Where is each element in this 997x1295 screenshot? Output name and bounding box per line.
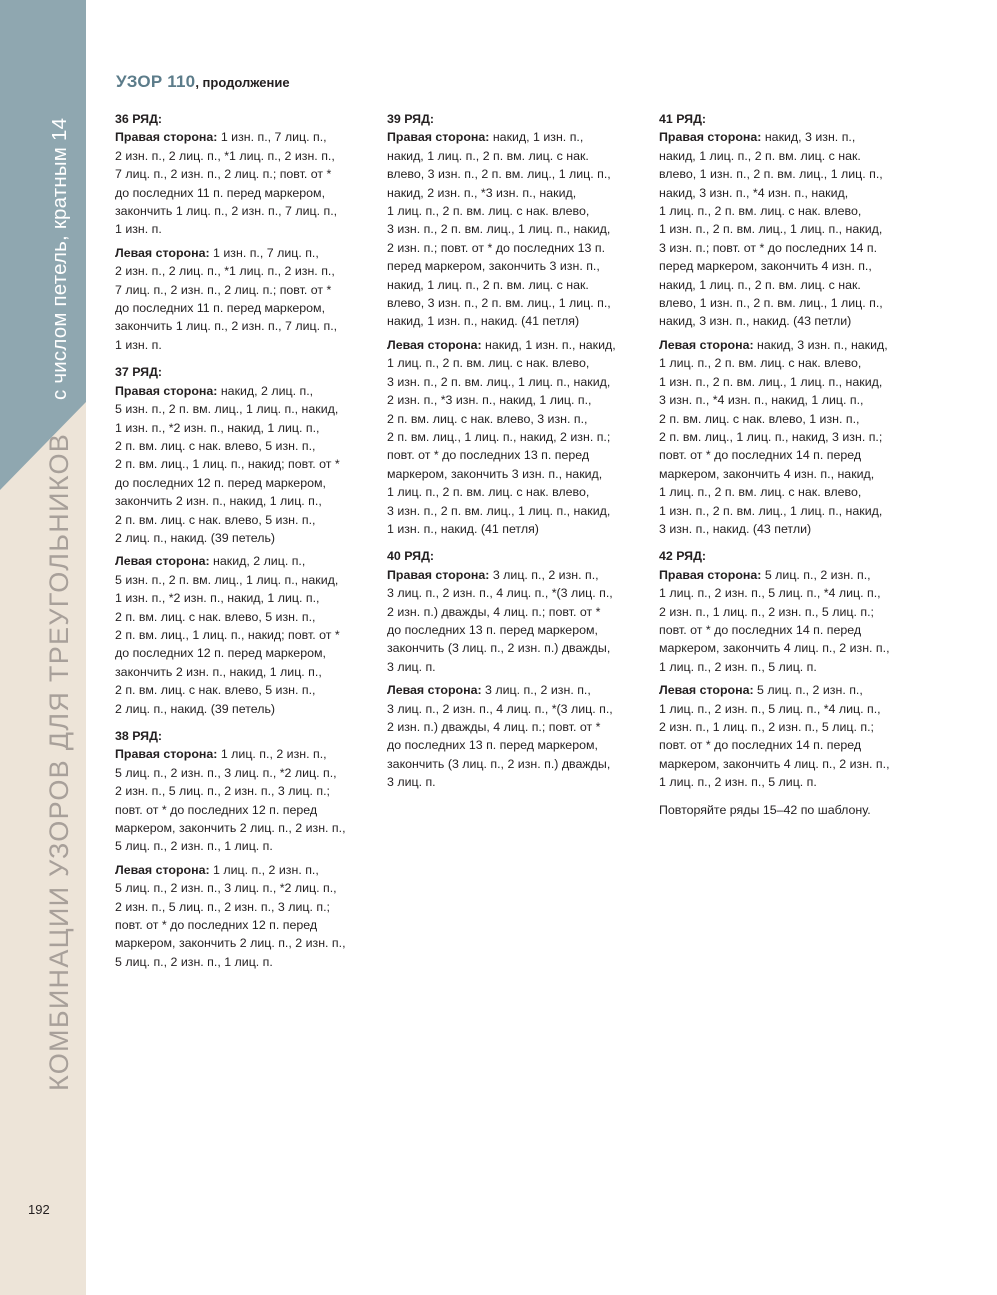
instruction-line xyxy=(115,382,377,400)
instruction-line: 2 изн. п., 1 лиц. п., 2 изн. п., 5 лиц. п.; xyxy=(659,604,874,619)
instruction-line: 1 лиц. п., 2 изн. п., 5 лиц. п., *4 лиц. п., xyxy=(659,586,881,601)
right-side-instruction xyxy=(387,566,649,676)
instruction-text: накид, 1 изн. п., накид, xyxy=(481,337,616,352)
instruction-text: 5 лиц. п., 2 изн. п., xyxy=(761,567,871,582)
side-label: Левая сторона: xyxy=(115,862,210,877)
instruction-line: накид, 1 лиц. п., 2 п. вм. лиц. с нак. xyxy=(387,277,589,292)
instruction-line xyxy=(387,681,649,699)
side-label: Левая сторона: xyxy=(115,245,210,260)
instruction-line: 2 изн. п.) дважды, 4 лиц. п.; повт. от * xyxy=(387,604,601,619)
instruction-line: 1 лиц. п., 2 п. вм. лиц. с нак. влево, xyxy=(387,485,590,500)
instruction-text: накид, 2 лиц. п., xyxy=(217,383,314,398)
instruction-line: закончить (3 лиц. п., 2 изн. п.) дважды, xyxy=(387,641,611,656)
row-block xyxy=(387,547,649,791)
page-header xyxy=(116,72,290,92)
left-side-instruction xyxy=(115,552,377,718)
instruction-line: 2 изн. п., 5 лиц. п., 2 изн. п., 3 лиц. п.; xyxy=(115,784,330,799)
instruction-line: 3 изн. п., 2 п. вм. лиц., 1 лиц. п., накид, xyxy=(387,374,611,389)
instruction-line: 1 лиц. п., 2 п. вм. лиц. с нак. влево, xyxy=(659,485,862,500)
instruction-line: 1 изн. п., 2 п. вм. лиц., 1 лиц. п., накид, xyxy=(659,222,883,237)
instruction-line xyxy=(659,681,921,699)
side-label: Правая сторона: xyxy=(115,747,218,762)
side-label: Правая сторона: xyxy=(659,567,762,582)
instruction-line: 2 изн. п., 2 лиц. п., *1 лиц. п., 2 изн. п., xyxy=(115,264,335,279)
instruction-line: 1 лиц. п., 2 п. вм. лиц. с нак. влево, xyxy=(387,356,590,371)
instruction-line: маркером, закончить 2 лиц. п., 2 изн. п., xyxy=(115,936,346,951)
right-side-instruction xyxy=(115,745,377,855)
instruction-line: 5 изн. п., 2 п. вм. лиц., 1 лиц. п., накид, xyxy=(115,402,339,417)
instruction-text: 1 изн. п., 7 лиц. п., xyxy=(209,245,319,260)
left-side-instruction xyxy=(387,336,649,538)
instruction-text: 3 лиц. п., 2 изн. п., xyxy=(489,567,599,582)
instruction-line: до последних 12 п. перед маркером, xyxy=(115,475,326,490)
instruction-line: 3 изн. п., накид. (43 петли) xyxy=(659,521,812,536)
instruction-line: закончить 2 изн. п., накид, 1 лиц. п., xyxy=(115,494,322,509)
instruction-line xyxy=(659,336,921,354)
instruction-line: закончить (3 лиц. п., 2 изн. п.) дважды, xyxy=(387,756,611,771)
row-title: 39 РЯД: xyxy=(387,112,435,126)
right-side-instruction xyxy=(115,382,377,548)
instruction-line: 7 лиц. п., 2 изн. п., 2 лиц. п.; повт. от * xyxy=(115,282,332,297)
column-3 xyxy=(659,110,921,819)
side-label: Левая сторона: xyxy=(115,554,210,569)
instruction-line: 1 изн. п., 2 п. вм. лиц., 1 лиц. п., накид, xyxy=(659,503,883,518)
row-title: 41 РЯД: xyxy=(659,112,707,126)
side-label: Левая сторона: xyxy=(387,683,482,698)
instruction-text: накид, 1 изн. п., xyxy=(489,130,584,145)
instruction-line: 2 изн. п., *3 изн. п., накид, 1 лиц. п., xyxy=(387,393,592,408)
instruction-line: 1 лиц. п., 2 изн. п., 5 лиц. п., *4 лиц. п., xyxy=(659,701,881,716)
instruction-line: 2 п. вм. лиц., 1 лиц. п., накид, 3 изн. п.; xyxy=(659,429,883,444)
row-block xyxy=(115,727,377,971)
instruction-line xyxy=(387,128,649,146)
instruction-line: накид, 3 изн. п., накид. (43 петли) xyxy=(659,314,852,329)
instruction-line: 1 изн. п. xyxy=(115,337,162,352)
left-side-instruction xyxy=(659,681,921,791)
left-side-instruction xyxy=(659,336,921,538)
instruction-line: накид, 3 изн. п., *4 изн. п., накид, xyxy=(659,185,849,200)
page-number: 192 xyxy=(28,1202,50,1217)
instruction-line: 2 изн. п.) дважды, 4 лиц. п.; повт. от * xyxy=(387,720,601,734)
instruction-line: закончить 2 изн. п., накид, 1 лиц. п., xyxy=(115,664,322,679)
instruction-line: маркером, закончить 4 лиц. п., 2 изн. п., xyxy=(659,641,890,656)
instruction-line: 3 лиц. п., 2 изн. п., 4 лиц. п., *(3 лиц. п., xyxy=(387,701,613,716)
instruction-line: 1 изн. п., 2 п. вм. лиц., 1 лиц. п., накид, xyxy=(659,374,883,389)
instruction-line: до последних 12 п. перед маркером, xyxy=(115,646,326,661)
instruction-line: влево, 3 изн. п., 2 п. вм. лиц., 1 лиц. п., xyxy=(387,296,611,311)
instruction-line: накид, 1 лиц. п., 2 п. вм. лиц. с нак. xyxy=(659,148,861,163)
side-label: Правая сторона: xyxy=(659,130,762,145)
row-block xyxy=(387,110,649,538)
sidebar-title: КОМБИНАЦИИ УЗОРОВ ДЛЯ ТРЕУГОЛЬНИКОВ xyxy=(44,432,74,1091)
instruction-line: 5 лиц. п., 2 изн. п., 1 лиц. п. xyxy=(115,839,273,854)
instruction-text: накид, 3 изн. п., накид, xyxy=(753,337,888,352)
instruction-line xyxy=(115,244,377,262)
instruction-text: накид, 3 изн. п., xyxy=(761,130,856,145)
right-side-instruction xyxy=(387,128,649,330)
instruction-line: до последних 13 п. перед маркером, xyxy=(387,622,598,637)
row-title: 42 РЯД: xyxy=(659,549,707,564)
instruction-line: до последних 11 п. перед маркером, xyxy=(115,301,326,316)
instruction-line: накид, 1 лиц. п., 2 п. вм. лиц. с нак. xyxy=(387,148,589,163)
column-3-rows xyxy=(659,110,921,792)
instruction-line: повт. от * до последних 13 п. перед xyxy=(387,448,590,463)
instruction-line xyxy=(115,128,377,146)
row-block xyxy=(115,110,377,354)
instruction-line: 2 п. вм. лиц. с нак. влево, 3 изн. п., xyxy=(387,411,588,426)
instruction-line: 3 лиц. п. xyxy=(387,775,436,790)
instruction-line: перед маркером, закончить 3 изн. п., xyxy=(387,259,600,274)
side-label: Левая сторона: xyxy=(659,337,754,352)
instruction-line: 3 изн. п., *4 изн. п., накид, 1 лиц. п., xyxy=(659,393,864,408)
left-side-instruction xyxy=(115,861,377,971)
side-label: Левая сторона: xyxy=(659,683,754,698)
instruction-line: 2 изн. п.; повт. от * до последних 13 п. xyxy=(387,240,606,255)
instruction-line xyxy=(659,128,921,146)
row-title: 38 РЯД: xyxy=(115,729,163,743)
instruction-line: 2 п. вм. лиц., 1 лиц. п., накид; повт. от * xyxy=(115,457,340,472)
instruction-line: повт. от * до последних 12 п. перед xyxy=(115,802,318,817)
instruction-line: 2 лиц. п., накид. (39 петель) xyxy=(115,530,276,545)
footer-note: Повторяйте ряды 15–42 по шаблону. xyxy=(659,802,871,817)
left-side-instruction xyxy=(387,681,649,791)
instruction-line: маркером, закончить 2 лиц. п., 2 изн. п., xyxy=(115,821,346,836)
right-side-instruction xyxy=(115,128,377,238)
instruction-text: накид, 2 лиц. п., xyxy=(209,554,306,569)
instruction-line: 2 изн. п., 2 лиц. п., *1 лиц. п., 2 изн. п., xyxy=(115,148,335,163)
instruction-line: 2 п. вм. лиц. с нак. влево, 5 изн. п., xyxy=(115,512,316,527)
side-label: Левая сторона: xyxy=(387,337,482,352)
instruction-line: 5 лиц. п., 2 изн. п., 1 лиц. п. xyxy=(115,954,273,969)
side-label: Правая сторона: xyxy=(387,567,490,582)
pattern-title: УЗОР 110 xyxy=(116,72,196,91)
instruction-line: повт. от * до последних 14 п. перед xyxy=(659,448,862,463)
right-side-instruction xyxy=(659,128,921,330)
instruction-line: 2 п. вм. лиц. с нак. влево, 1 изн. п., xyxy=(659,411,860,426)
instruction-line: 3 изн. п., 2 п. вм. лиц., 1 лиц. п., накид, xyxy=(387,222,611,237)
instruction-line: 1 лиц. п., 2 п. вм. лиц. с нак. влево, xyxy=(659,204,862,219)
instruction-line: 3 лиц. п. xyxy=(387,659,436,674)
sidebar-subtitle: с числом петель, кратным 14 xyxy=(48,117,71,400)
instruction-line xyxy=(115,861,377,879)
row-block xyxy=(659,547,921,791)
sidebar xyxy=(0,0,86,1295)
instruction-line: маркером, закончить 3 изн. п., накид, xyxy=(387,466,603,481)
row-title: 40 РЯД: xyxy=(387,549,435,564)
instruction-line: 1 лиц. п., 2 изн. п., 5 лиц. п. xyxy=(659,659,817,674)
instruction-line: 2 п. вм. лиц. с нак. влево, 5 изн. п., xyxy=(115,609,316,624)
instruction-line: повт. от * до последних 14 п. перед xyxy=(659,622,862,637)
instruction-line: 7 лиц. п., 2 изн. п., 2 лиц. п.; повт. от * xyxy=(115,167,332,182)
instruction-line: 3 изн. п., 2 п. вм. лиц., 1 лиц. п., накид, xyxy=(387,503,611,518)
instruction-line: повт. от * до последних 12 п. перед xyxy=(115,918,318,933)
instruction-line: 1 лиц. п., 2 п. вм. лиц. с нак. влево, xyxy=(659,356,862,371)
instruction-line: накид, 2 изн. п., *3 изн. п., накид, xyxy=(387,185,577,200)
instruction-line: 5 изн. п., 2 п. вм. лиц., 1 лиц. п., накид, xyxy=(115,572,339,587)
instruction-line xyxy=(659,566,921,584)
instruction-text: 1 лиц. п., 2 изн. п., xyxy=(209,862,319,877)
instruction-line: 2 изн. п., 5 лиц. п., 2 изн. п., 3 лиц. п.; xyxy=(115,899,330,914)
instruction-line: закончить 1 лиц. п., 2 изн. п., 7 лиц. п., xyxy=(115,319,338,334)
instruction-line: 5 лиц. п., 2 изн. п., 3 лиц. п., *2 лиц. п., xyxy=(115,765,337,780)
instruction-text: 1 изн. п., 7 лиц. п., xyxy=(217,130,327,145)
instruction-line: 2 п. вм. лиц. с нак. влево, 5 изн. п., xyxy=(115,683,316,698)
instruction-line: накид, 1 лиц. п., 2 п. вм. лиц. с нак. xyxy=(659,277,861,292)
instruction-line xyxy=(387,566,649,584)
instruction-line: 3 изн. п.; повт. от * до последних 14 п. xyxy=(659,240,878,255)
instruction-text: 1 лиц. п., 2 изн. п., xyxy=(217,747,327,762)
column-1 xyxy=(115,110,377,980)
instruction-line: накид, 1 изн. п., накид. (41 петля) xyxy=(387,314,580,329)
instruction-line: маркером, закончить 4 изн. п., накид, xyxy=(659,466,875,481)
pattern-subtitle: , продолжение xyxy=(195,75,290,90)
side-label: Правая сторона: xyxy=(115,383,218,398)
instruction-line: повт. от * до последних 14 п. перед xyxy=(659,738,862,753)
instruction-line: 1 изн. п., *2 изн. п., накид, 1 лиц. п., xyxy=(115,591,320,606)
instruction-line: 2 п. вм. лиц., 1 лиц. п., накид; повт. от * xyxy=(115,627,340,642)
instruction-line: 1 изн. п. xyxy=(115,222,162,237)
instruction-line: 2 лиц. п., накид. (39 петель) xyxy=(115,701,276,716)
instruction-line xyxy=(115,745,377,763)
side-label: Правая сторона: xyxy=(115,130,218,145)
column-2 xyxy=(387,110,649,801)
instruction-line: влево, 1 изн. п., 2 п. вм. лиц., 1 лиц. п., xyxy=(659,296,883,311)
right-side-instruction xyxy=(659,566,921,676)
instruction-line xyxy=(115,552,377,570)
instruction-line: 1 лиц. п., 2 п. вм. лиц. с нак. влево, xyxy=(387,204,590,219)
row-title: 36 РЯД: xyxy=(115,112,163,126)
instruction-line: 1 изн. п., *2 изн. п., накид, 1 лиц. п., xyxy=(115,420,320,435)
instruction-text: 5 лиц. п., 2 изн. п., xyxy=(753,683,863,698)
instruction-line: 3 лиц. п., 2 изн. п., 4 лиц. п., *(3 лиц. п., xyxy=(387,586,613,601)
instruction-line: маркером, закончить 4 лиц. п., 2 изн. п., xyxy=(659,756,890,771)
side-label: Правая сторона: xyxy=(387,130,490,145)
instruction-line: закончить 1 лиц. п., 2 изн. п., 7 лиц. п., xyxy=(115,204,338,219)
instruction-line: 1 лиц. п., 2 изн. п., 5 лиц. п. xyxy=(659,775,817,790)
instruction-line: влево, 3 изн. п., 2 п. вм. лиц., 1 лиц. п., xyxy=(387,167,611,182)
row-title: 37 РЯД: xyxy=(115,365,163,380)
instruction-text: 3 лиц. п., 2 изн. п., xyxy=(481,683,591,698)
left-side-instruction xyxy=(115,244,377,354)
instruction-line: 2 изн. п., 1 лиц. п., 2 изн. п., 5 лиц. п.; xyxy=(659,720,874,734)
instruction-line: 1 изн. п., накид. (41 петля) xyxy=(387,521,539,536)
instruction-line: до последних 11 п. перед маркером, xyxy=(115,185,326,200)
instruction-line: влево, 1 изн. п., 2 п. вм. лиц., 1 лиц. п., xyxy=(659,167,883,182)
instruction-line xyxy=(387,336,649,354)
instruction-line: 5 лиц. п., 2 изн. п., 3 лиц. п., *2 лиц. п., xyxy=(115,881,337,896)
instruction-line: 2 п. вм. лиц. с нак. влево, 5 изн. п., xyxy=(115,438,316,453)
row-block xyxy=(115,363,377,718)
instruction-line: до последних 13 п. перед маркером, xyxy=(387,738,598,753)
sidebar-panel xyxy=(0,0,86,490)
row-block xyxy=(659,110,921,538)
instruction-line: 2 п. вм. лиц., 1 лиц. п., накид, 2 изн. п.; xyxy=(387,429,611,444)
instruction-line: перед маркером, закончить 4 изн. п., xyxy=(659,259,872,274)
